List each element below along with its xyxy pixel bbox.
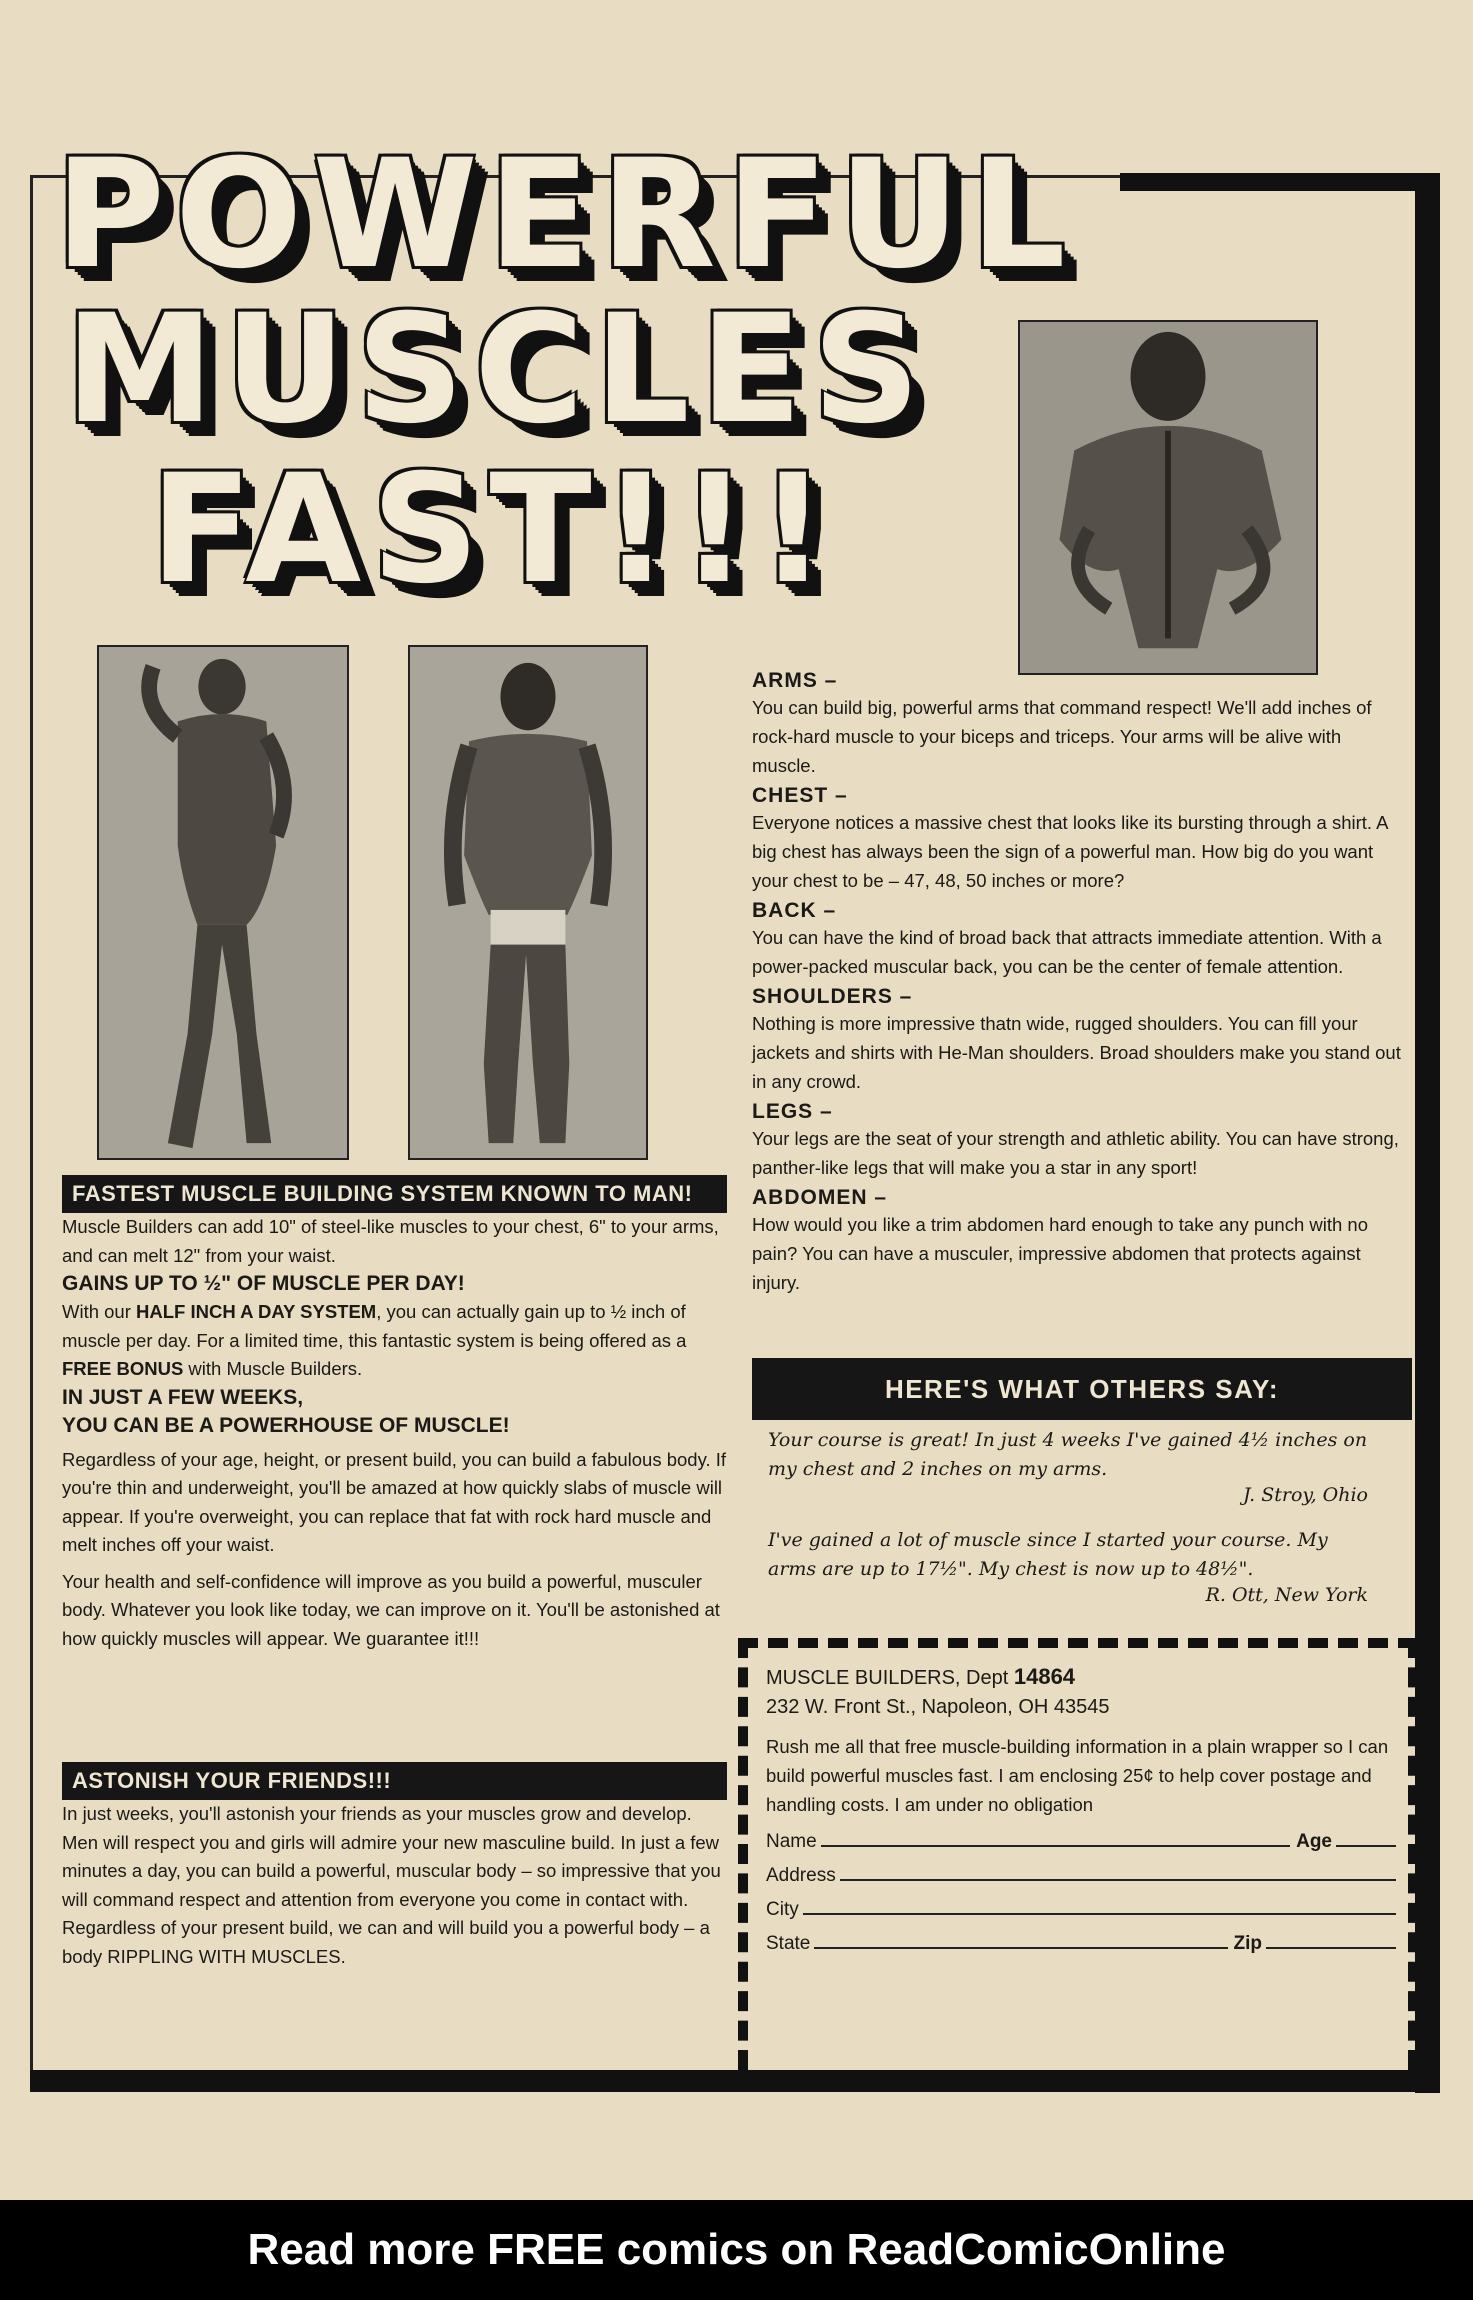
part-text: You can have the kind of broad back that attracts immediate attention. With a power-packed muscular back, you can be the center of female attention.	[752, 927, 1382, 977]
part-text: How would you like a trim abdomen hard enough to take any punch with no pain? You can have a musculer, impressive abdomen that protects against injury.	[752, 1214, 1369, 1293]
name-label: Name	[766, 1831, 817, 1852]
model-photo-1	[97, 645, 349, 1160]
address-label: Address	[766, 1865, 836, 1886]
age-field[interactable]	[1336, 1845, 1396, 1847]
testimonial-quote-2: I've gained a lot of muscle since I started your course. My arms are up to 17½". My chest is now up to 48½".	[768, 1529, 1328, 1580]
part-abdomen	[752, 1186, 1407, 1297]
part-arms	[752, 669, 1407, 780]
part-title: SHOULDERS –	[752, 985, 913, 1008]
part-text: Nothing is more impressive thatn wide, rugged shoulders. You can fill your jackets and shirts with He-Man shoulders. Broad shoulders make you stand out in any crowd.	[752, 1013, 1401, 1092]
state-label: State	[766, 1933, 811, 1954]
part-legs	[752, 1100, 1407, 1182]
testimonials	[768, 1426, 1368, 1626]
gains-heading: GAINS UP TO ½" OF MUSCLE PER DAY!	[62, 1272, 465, 1295]
testimonial-quote-1: Your course is great! In just 4 weeks I've gained 4½ inches on my chest and 2 inches on my arms.	[768, 1429, 1368, 1480]
part-back	[752, 899, 1407, 981]
free-bonus: FREE BONUS	[62, 1358, 184, 1379]
address-field[interactable]	[840, 1879, 1396, 1881]
coupon-request: Rush me all that free muscle-building information in a plain wrapper so I can build powerful muscles fast. I am enclosing 25¢ to help cover postage and handling costs. I am under no obligation	[766, 1736, 1389, 1815]
part-shoulders	[752, 985, 1407, 1096]
testimonial-author-2: R. Ott, New York	[1205, 1584, 1368, 1606]
city-field[interactable]	[803, 1913, 1396, 1915]
headline-line-3: FAST!!!	[150, 443, 837, 617]
border-bar-top	[1120, 173, 1440, 191]
age-label: Age	[1296, 1831, 1332, 1852]
half-bold: HALF INCH A DAY SYSTEM	[136, 1301, 377, 1322]
body-parts-list	[752, 665, 1407, 1297]
headline-line-2: MUSCLES	[65, 283, 931, 457]
part-chest	[752, 784, 1407, 895]
part-text: Everyone notices a massive chest that looks like its bursting through a shirt. A big chest has always been the sign of a powerful man. How big do you want your chest to be – 47, 48, 50 inches or more?	[752, 812, 1388, 891]
state-zip-row	[766, 1921, 1402, 1955]
part-text: Your legs are the seat of your strength and athletic ability. You can have strong, panther-like legs that will make you a star in any sport!	[752, 1128, 1399, 1178]
half-mid: , you can actually gain up to ½ inch of muscle per day. For a limited time, this fantastic system is being offered as a	[62, 1301, 687, 1351]
part-text: You can build big, powerful arms that command respect! We'll add inches of rock-hard muscle to your biceps and triceps. Your arms will be alive with muscle.	[752, 697, 1372, 776]
zip-label: Zip	[1233, 1933, 1262, 1954]
half-pre: With our	[62, 1301, 137, 1322]
headline-line-1: POWERFUL	[55, 128, 1076, 302]
border-bar-bottom	[30, 2070, 1440, 2092]
regardless-text: Regardless of your age, height, or present build, you can build a fabulous body. If you're thin and underweight, you'll be amazed at how quickly slabs of muscle will appear. If you're overweight, you can replace that fat with rock hard muscle and melt inches off your waist.	[62, 1448, 727, 1555]
testimonial-author-1: J. Stroy, Ohio	[1242, 1484, 1368, 1506]
name-age-row	[766, 1819, 1402, 1853]
footer-banner[interactable]: Read more FREE comics on ReadComicOnline	[0, 2200, 1473, 2300]
left-column-bottom	[62, 1762, 727, 1971]
order-coupon	[738, 1638, 1418, 2070]
border-bar-right	[1415, 173, 1440, 2093]
dept-number: 14864	[1013, 1664, 1076, 1689]
part-title: ARMS –	[752, 669, 838, 692]
back-photo	[1018, 320, 1318, 675]
part-title: ABDOMEN –	[752, 1186, 888, 1209]
fastest-text: Muscle Builders can add 10" of steel-like muscles to your chest, 6" to your arms, and can melt 12" from your waist.	[62, 1216, 719, 1266]
health-text: Your health and self-confidence will improve as you build a powerful, musculer body. Whatever you look like today, we can improve on it. You'll be astonished at how quickly muscles will appear. We guarantee it!!!	[62, 1570, 720, 1649]
half-post: with Muscle Builders.	[183, 1358, 363, 1379]
zip-field[interactable]	[1266, 1947, 1396, 1949]
name-field[interactable]	[821, 1845, 1290, 1847]
part-title: LEGS –	[752, 1100, 833, 1123]
coupon-company	[766, 1662, 1402, 1693]
weeks-heading-2: YOU CAN BE A POWERHOUSE OF MUSCLE!	[62, 1413, 510, 1437]
city-label: City	[766, 1899, 799, 1920]
left-column-top	[62, 1175, 727, 1653]
part-title: CHEST –	[752, 784, 848, 807]
address-row	[766, 1853, 1402, 1887]
astonish-heading: ASTONISH YOUR FRIENDS!!!	[62, 1762, 727, 1800]
half-inch-text	[62, 1298, 727, 1384]
fastest-heading: FASTEST MUSCLE BUILDING SYSTEM KNOWN TO MAN!	[62, 1175, 727, 1213]
city-row	[766, 1887, 1402, 1921]
astonish-text: In just weeks, you'll astonish your friends as your muscles grow and develop. Men will respect you and girls will admire your new masculine build. In just a few minutes a day, you can build a powerful, muscular body – so impressive that you will command respect and attention from everyone you come in contact with. Regardless of your present build, we can and will build you a powerful body – a body RIPPLING WITH MUSCLES.	[62, 1803, 721, 1967]
coupon-address: 232 W. Front St., Napoleon, OH 43545	[766, 1696, 1110, 1718]
part-title: BACK –	[752, 899, 837, 922]
model-photo-2	[408, 645, 648, 1160]
testimonials-heading: HERE'S WHAT OTHERS SAY:	[752, 1358, 1412, 1420]
state-field[interactable]	[814, 1947, 1227, 1949]
weeks-heading-1: IN JUST A FEW WEEKS,	[62, 1385, 304, 1409]
company-name: MUSCLE BUILDERS, Dept	[766, 1667, 1014, 1689]
